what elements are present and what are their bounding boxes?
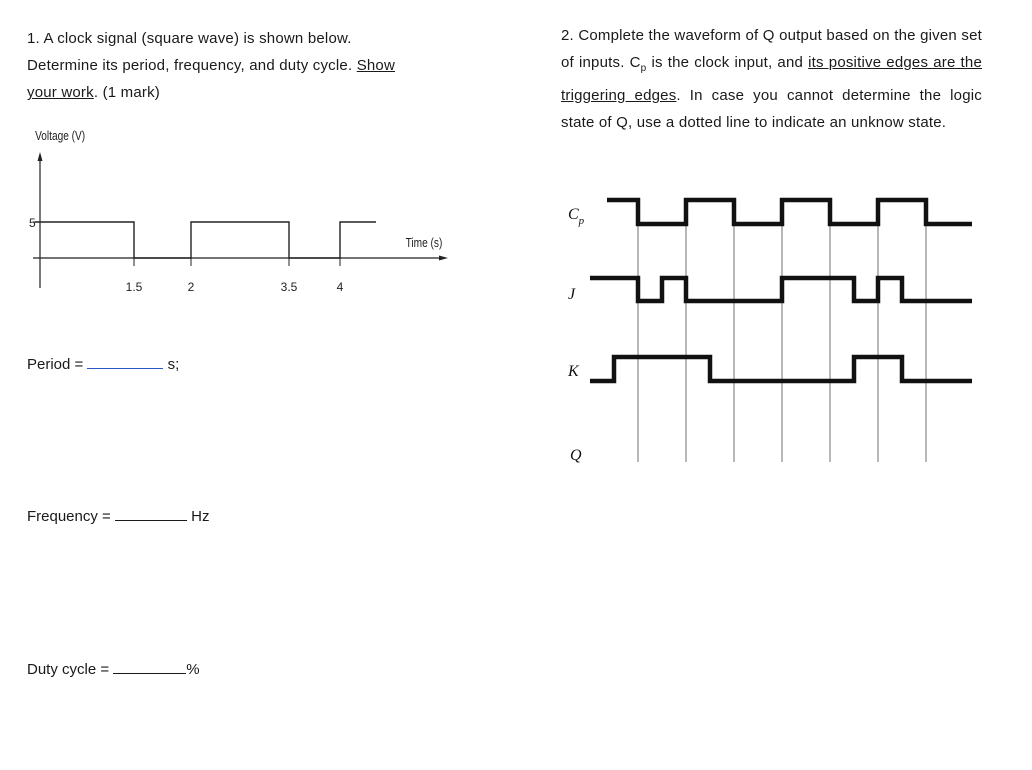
duty-cycle-label: Duty cycle = [27,661,110,678]
frequency-unit: Hz [191,508,210,525]
q1-line-1: 1. A clock signal (square wave) is shown below. [27,30,352,47]
x-axis-arrow [439,256,448,261]
period-label: Period = [27,356,84,373]
j-waveform [590,278,972,301]
y-axis-label: Voltage (V) [35,128,86,144]
x-tick-label: 4 [336,280,344,294]
frequency-label: Frequency = [27,508,111,525]
duty-cycle-unit: % [186,661,200,678]
q1-line-3: your work. (1 mark) [27,84,160,101]
your-work-underlined: your work [27,84,94,101]
x-axis-label: Time (s) [405,235,443,251]
k-waveform [590,357,972,381]
clock-chart-group [29,129,448,294]
q-label: Q [570,447,582,464]
y-axis-arrow [38,152,43,161]
k-label: K [568,363,579,380]
x-tick-label: 3.5 [280,280,298,294]
clock-waveform [35,222,376,258]
cp-waveform [607,200,972,224]
timing-diagram [567,200,972,464]
question-2-text: 2. Complete the waveform of Q output based on the given set of inputs. $C_p$ is the clock input, and its positive edges are the triggering edges. In case you cannot determine the logic state of Q, use a dotted line to indicate an unknow state. [561,27,982,131]
period-unit: s; [167,356,180,373]
y-tick-label: 5 [29,216,36,230]
j-label: J [568,286,576,303]
positive-edges-underlined: its positive edges are the triggering edges [561,54,982,104]
q1-line-2: Determine its period, frequency, and duty cycle. Show [27,57,396,74]
show-underlined: Show [356,57,396,74]
x-tick-label: 2 [187,280,195,294]
cp-label: $C_p$ [568,206,585,227]
x-tick-label: 1.5 [125,280,143,294]
